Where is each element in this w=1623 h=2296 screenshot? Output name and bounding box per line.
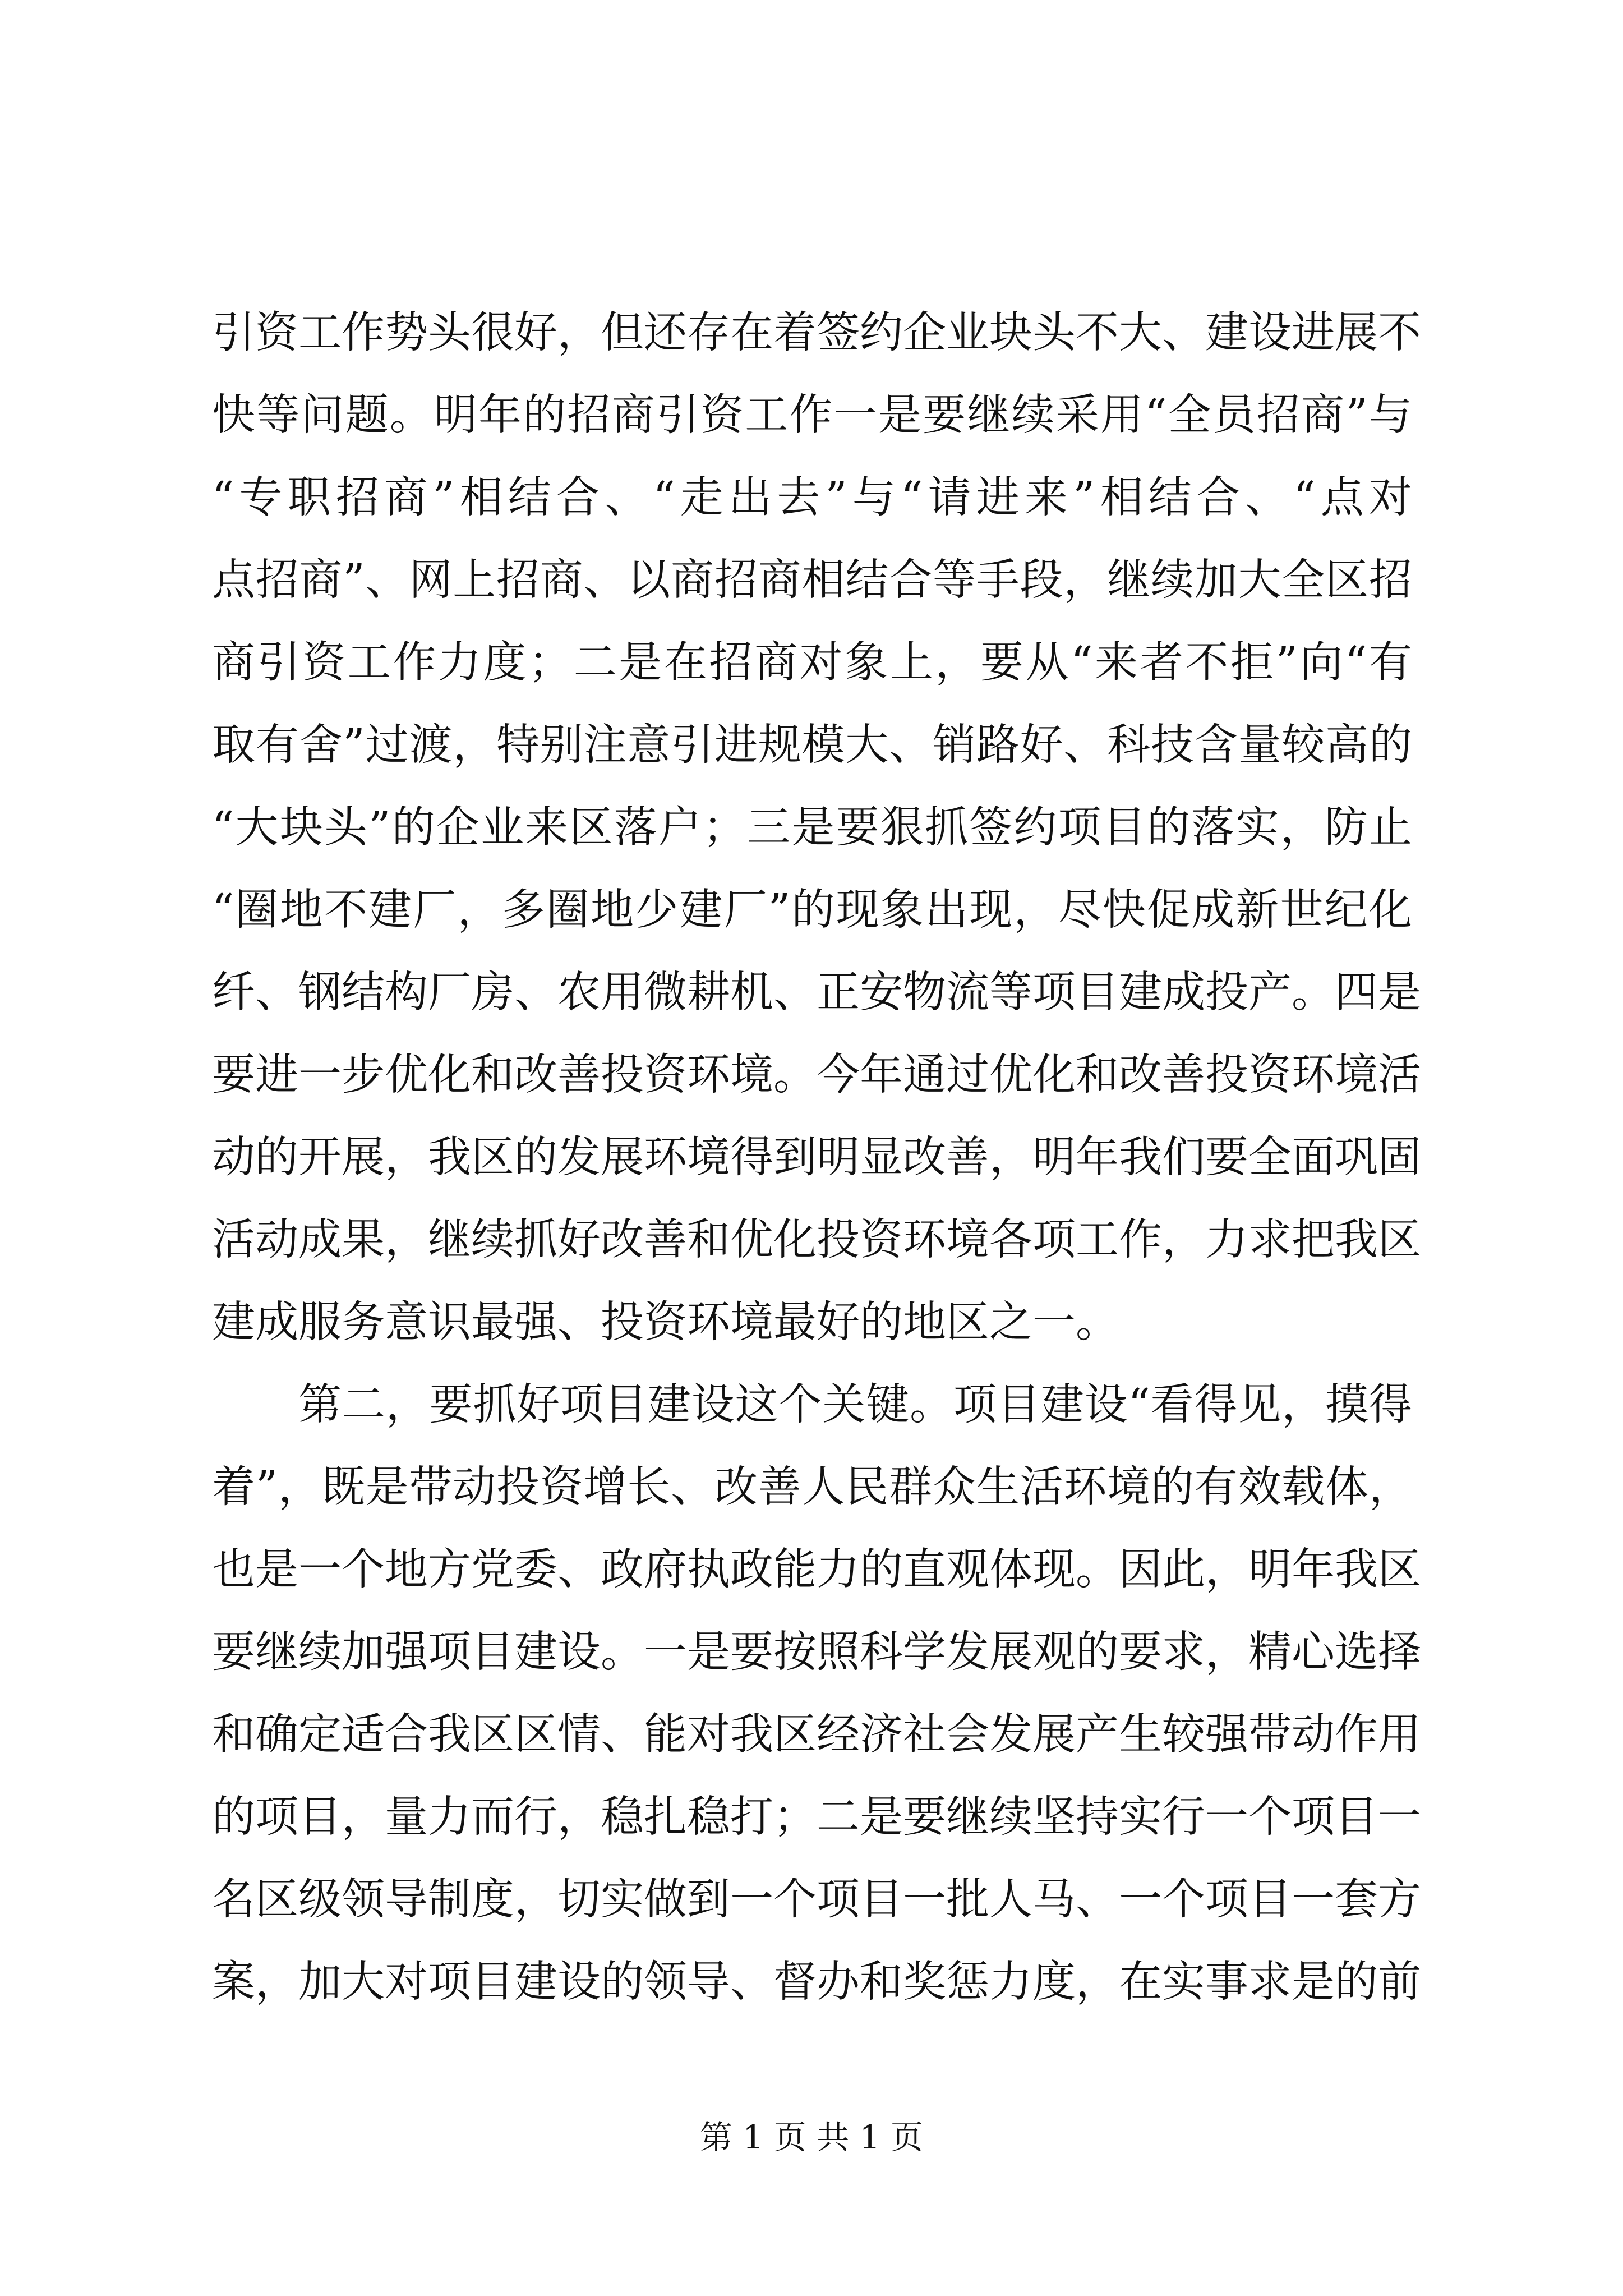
- text-line: 名区级领导制度，切实做到一个项目一批人马、一个项目一套方: [212, 1875, 1421, 1925]
- text-line: 着”，既是带动投资增长、改善人民群众生活环境的有效载体，: [212, 1462, 1412, 1512]
- text-line: 建成服务意识最强、投资环境最好的地区之一。: [212, 1297, 1119, 1347]
- text-line: 和确定适合我区区情、能对我区经济社会发展产生较强带动作用: [212, 1710, 1421, 1760]
- text-line: 的项目，量力而行，稳扎稳打；二是要继续坚持实行一个项目一: [212, 1792, 1421, 1842]
- text-line: 商引资工作力度；二是在招商对象上，要从“来者不拒”向“有: [212, 638, 1412, 688]
- text-line: 活动成果，继续抓好改善和优化投资环境各项工作，力求把我区: [212, 1215, 1421, 1265]
- text-line: 要继续加强项目建设。一是要按照科学发展观的要求，精心选择: [212, 1627, 1421, 1677]
- text-line: 点招商”、网上招商、以商招商相结合等手段，继续加大全区招: [212, 555, 1412, 605]
- document-body: [212, 292, 1421, 2023]
- text-line: 案，加大对项目建设的领导、督办和奖惩力度，在实事求是的前: [212, 1957, 1421, 2007]
- text-line: “大块头”的企业来区落户；三是要狠抓签约项目的落实，防止: [212, 803, 1412, 853]
- text-line: “专职招商”相结合、“走出去”与“请进来”相结合、“点对: [212, 473, 1412, 523]
- text-line: “圈地不建厂，多圈地少建厂”的现象出现，尽快促成新世纪化: [212, 885, 1412, 935]
- text-line: 引资工作势头很好，但还存在着签约企业块头不大、建设进展不: [212, 308, 1421, 358]
- paragraph-start-line: 第二，要抓好项目建设这个关键。项目建设“看得见，摸得: [298, 1380, 1412, 1430]
- page-number-footer: 第 1 页 共 1 页: [700, 2118, 923, 2156]
- text-line: 取有舍”过渡，特别注意引进规模大、销路好、科技含量较高的: [212, 720, 1412, 770]
- text-line: 要进一步优化和改善投资环境。今年通过优化和改善投资环境活: [212, 1050, 1421, 1100]
- text-line: 也是一个地方党委、政府执政能力的直观体现。因此，明年我区: [212, 1545, 1421, 1595]
- text-line: 纤、钢结构厂房、农用微耕机、正安物流等项目建成投产。四是: [212, 968, 1421, 1018]
- text-line: 动的开展，我区的发展环境得到明显改善，明年我们要全面巩固: [212, 1133, 1421, 1182]
- text-line: 快等问题。明年的招商引资工作一是要继续采用“全员招商”与: [212, 390, 1412, 440]
